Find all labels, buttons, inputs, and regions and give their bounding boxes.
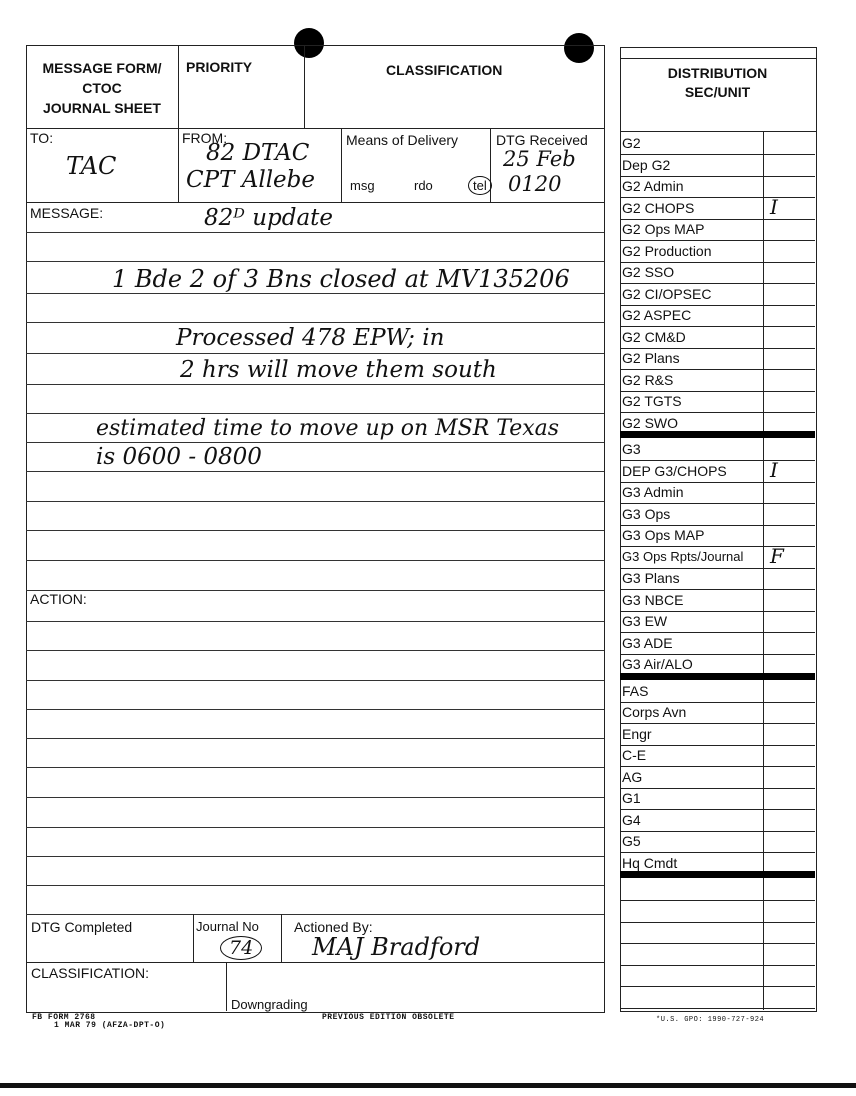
distribution-row-code: G3 Air/ALO [622, 656, 693, 672]
distribution-row-cell [763, 347, 815, 369]
distribution-row-mark: I [770, 194, 778, 219]
distribution-row [620, 589, 815, 612]
distribution-section-divider [620, 673, 815, 680]
distribution-row-cell [763, 261, 815, 283]
distribution-row-cell [763, 610, 815, 632]
distribution-row [620, 524, 815, 547]
distribution-row [620, 878, 815, 901]
distribution-row-code: Hq Cmdt [622, 854, 678, 871]
distribution-row-cell [763, 830, 815, 852]
distribution-row-cell [763, 503, 815, 525]
distribution-row [620, 723, 815, 746]
distribution-row-cell [763, 723, 815, 745]
from-value-officer: CPT Allebe [186, 167, 315, 193]
distribution-row [620, 986, 815, 1009]
distribution-section-divider [620, 871, 815, 878]
distribution-row [620, 503, 815, 526]
distribution-row-cell [763, 680, 815, 702]
form-title-line-3: JOURNAL SHEET [43, 100, 161, 116]
distribution-row-cell [763, 878, 815, 900]
distribution-row [620, 369, 815, 392]
distribution-row [620, 283, 815, 306]
message-label: MESSAGE: [30, 205, 104, 221]
means-option-msg: msg [350, 178, 375, 193]
distribution-row [620, 543, 815, 569]
means-option-tel: tel [468, 176, 492, 195]
distribution-row-code: G2 TGTS [622, 393, 682, 409]
distribution-row [620, 481, 815, 504]
distribution-row [620, 154, 815, 177]
distribution-title-line-1: DISTRIBUTION [667, 65, 768, 81]
distribution-row-code: G2 SWO [622, 414, 679, 431]
distribution-row-code: AG [622, 768, 643, 785]
distribution-row-cell [763, 986, 815, 1008]
action-label: ACTION: [30, 591, 87, 607]
distribution-row [620, 567, 815, 590]
form-id-line-1: FB FORM 2768 [32, 1013, 96, 1022]
from-value-unit: 82 DTAC [206, 140, 310, 166]
distribution-row [620, 132, 815, 155]
distribution-row [620, 175, 815, 198]
distribution-row [620, 900, 815, 923]
distribution-row [620, 632, 815, 655]
form-title [26, 58, 178, 118]
distribution-row-cell [763, 390, 815, 412]
distribution-row-code: G2 Ops MAP [622, 221, 705, 237]
actioned-by-value: MAJ Bradford [312, 933, 481, 961]
distribution-row-code: G2 Plans [622, 350, 680, 366]
distribution-row-code: G2 Admin [622, 178, 684, 194]
journal-no-value: 74 [220, 936, 262, 960]
downgrading-label: Downgrading [231, 997, 308, 1012]
distribution-row-code: DEP G3/CHOPS [622, 462, 727, 479]
distribution-row-cell [763, 218, 815, 240]
distribution-row-code: FAS [622, 682, 649, 699]
distribution-row-code: G3 NBCE [622, 591, 684, 608]
message-line-3: 2 hrs will move them south [180, 357, 497, 383]
distribution-row-code: G3 Admin [622, 484, 684, 500]
distribution-row-cell [763, 326, 815, 348]
distribution-row [620, 218, 815, 241]
distribution-row-cell [763, 787, 815, 809]
distribution-row-code: G1 [622, 790, 641, 806]
dtg-completed-label: DTG Completed [31, 919, 133, 935]
distribution-row-code: C-E [622, 747, 647, 763]
classification-label: CLASSIFICATION: [31, 965, 149, 981]
message-line-4: estimated time to move up on MSR Texas [96, 416, 560, 441]
distribution-row-cell [763, 589, 815, 611]
distribution-row [620, 921, 815, 944]
dtg-received-label: DTG Received [496, 132, 588, 148]
distribution-row [620, 240, 815, 263]
distribution-row-code: G3 [622, 441, 641, 457]
distribution-row-cell [763, 809, 815, 831]
priority-label: PRIORITY [186, 59, 253, 75]
distribution-row-cell [763, 632, 815, 654]
distribution-row-cell [763, 744, 815, 766]
distribution-row-code: G5 [622, 833, 641, 849]
distribution-row [620, 326, 815, 349]
distribution-section-divider [620, 431, 815, 438]
distribution-row-code: G2 CHOPS [622, 199, 695, 216]
distribution-row-code: G3 Ops [622, 505, 671, 522]
message-line-5: is 0600 - 0800 [96, 444, 262, 470]
distribution-row-code: G2 [622, 135, 641, 151]
distribution-row [620, 390, 815, 413]
distribution-row-code: G2 ASPEC [622, 307, 692, 323]
distribution-row-cell [763, 304, 815, 326]
form-title-line-2: CTOC [82, 80, 122, 96]
distribution-row-cell [763, 369, 815, 391]
distribution-row-code: G3 ADE [622, 634, 673, 651]
distribution-row [620, 457, 815, 483]
gpo-note: *U.S. GPO: 1990-727-924 [656, 1016, 765, 1024]
distribution-row-mark: F [770, 543, 784, 568]
distribution-row-cell [763, 964, 815, 986]
distribution-row-code: Corps Avn [622, 704, 687, 720]
distribution-row-code: G3 EW [622, 613, 668, 629]
distribution-row-cell [763, 701, 815, 723]
scan-bottom-edge [0, 1083, 856, 1088]
distribution-row-code: G2 SSO [622, 264, 675, 280]
distribution-row [620, 261, 815, 284]
to-label: TO: [30, 130, 54, 146]
distribution-row-code: G3 Plans [622, 570, 680, 586]
distribution-row [620, 787, 815, 810]
distribution-row-cell [763, 481, 815, 503]
message-line-1: 1 Bde 2 of 3 Bns closed at MV135206 [112, 265, 570, 293]
dtg-received-time: 0120 [508, 172, 562, 196]
distribution-row-code: G4 [622, 811, 641, 828]
previous-edition-note: PREVIOUS EDITION OBSOLETE [322, 1013, 455, 1022]
distribution-row-mark: I [770, 457, 778, 482]
distribution-row [620, 304, 815, 327]
journal-no-label: Journal No [196, 919, 259, 934]
distribution-row-code: G3 Ops Rpts/Journal [622, 548, 744, 564]
distribution-row-cell [763, 567, 815, 589]
distribution-row-cell [763, 900, 815, 922]
distribution-row [620, 809, 815, 832]
actioned-by-label: Actioned By: [294, 919, 373, 935]
distribution-row-cell [763, 132, 815, 154]
form-id-line-2: 1 MAR 79 (AFZA-DPT-O) [54, 1021, 166, 1030]
distribution-row [620, 943, 815, 966]
distribution-row-code: G2 R&S [622, 371, 674, 388]
distribution-row-code: G3 Ops MAP [622, 527, 705, 543]
message-subject: 82ᴰ update [204, 205, 334, 231]
distribution-row [620, 194, 815, 220]
distribution-row-code: Engr [622, 725, 652, 742]
classification-header-label: CLASSIFICATION [386, 62, 503, 78]
distribution-row [620, 830, 815, 853]
distribution-row [620, 964, 815, 987]
distribution-row [620, 347, 815, 370]
distribution-row-code: Dep G2 [622, 156, 671, 173]
means-of-delivery-label: Means of Delivery [346, 132, 459, 148]
distribution-row [620, 701, 815, 724]
message-line-2: Processed 478 EPW; in [176, 325, 445, 351]
distribution-row [620, 744, 815, 767]
distribution-row [620, 680, 815, 703]
distribution-title [620, 64, 815, 102]
to-value: TAC [66, 152, 117, 180]
distribution-title-line-2: SEC/UNIT [684, 84, 751, 100]
dtg-received-date: 25 Feb [503, 147, 576, 171]
distribution-row-cell [763, 943, 815, 965]
distribution-row-code: G2 CM&D [622, 328, 686, 345]
distribution-row-cell [763, 283, 815, 305]
distribution-row-cell [763, 766, 815, 788]
means-option-rdo: rdo [414, 178, 433, 193]
distribution-row-cell [763, 154, 815, 176]
distribution-row [620, 766, 815, 789]
distribution-row-code: G2 CI/OPSEC [622, 285, 712, 302]
distribution-row-cell [763, 921, 815, 943]
distribution-row-code: G2 Production [622, 242, 712, 259]
distribution-row-cell [763, 240, 815, 262]
form-title-line-1: MESSAGE FORM/ [42, 60, 162, 76]
from-label: FROM: [182, 130, 228, 146]
distribution-row [620, 438, 815, 461]
distribution-row [620, 610, 815, 633]
